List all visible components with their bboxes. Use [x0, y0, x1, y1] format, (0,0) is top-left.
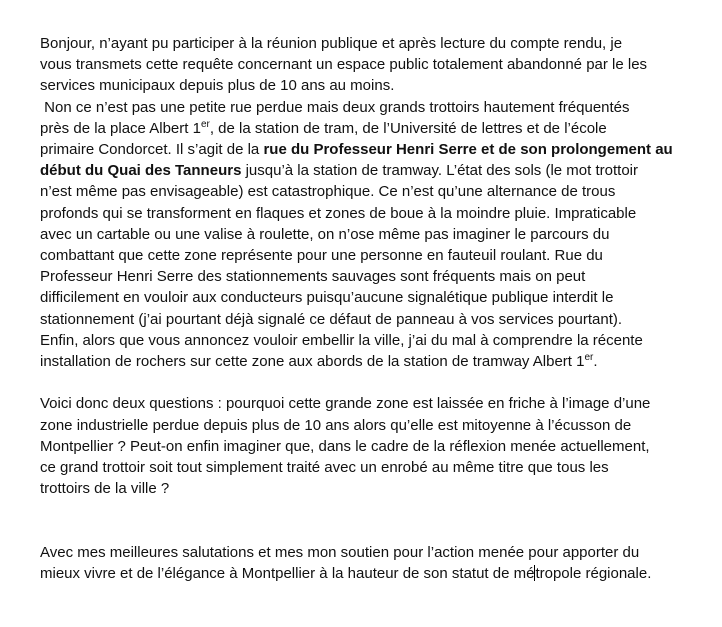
text-line: avec un cartable ou une valise à roulette, on n’ose même pas imaginer le parcours du: [40, 225, 610, 243]
text-run: , de la station de tram, de l’Université de lettres et de l’école: [209, 119, 607, 137]
text-line: trottoirs de la ville ?: [40, 480, 170, 498]
text-line: profonds qui se transforment en flaques et zones de boue à la moindre pluie. Impraticable: [40, 204, 637, 222]
text-run: primaire Condorcet. Il s’agit de la: [40, 141, 264, 159]
superscript: er: [200, 118, 210, 130]
text-line: Non ce n’est pas une petite rue perdue mais deux grands trottoirs hautement fréquentés: [40, 98, 630, 116]
superscript: er: [584, 352, 594, 364]
paragraph-closing: [40, 542, 700, 584]
bold-street-name: rue du Professeur Henri Serre et de son prolongement au: [263, 141, 673, 159]
text-line: Professeur Henri Serre des stationnements sauvages sont fréquents mais on peut: [40, 268, 586, 286]
paragraph-questions: [40, 393, 700, 499]
text-line: [40, 563, 700, 584]
text-run: installation de rochers sur cette zone aux abords de la station de tramway Albert 1: [40, 353, 585, 371]
text-line: [40, 118, 700, 139]
text-run: .: [593, 353, 598, 371]
text-line: Bonjour, n’ayant pu participer à la réunion publique et après lecture du compte rendu, je: [40, 35, 623, 52]
bold-street-name: début du Quai des Tanneurs: [40, 162, 242, 180]
text-line: services municipaux depuis plus de 10 ans au moins.: [40, 77, 395, 95]
text-line: Avec mes meilleures salutations et mes mon soutien pour l’action menée pour apporter du: [40, 543, 640, 561]
text-line: Voici donc deux questions : pourquoi cette grande zone est laissée en friche à l’image d’une: [40, 395, 651, 413]
text-line: Enfin, alors que vous annoncez vouloir embellir la ville, j’ai du mal à comprendre la récente: [40, 331, 643, 349]
paragraph-intro: [40, 33, 700, 97]
paragraph-description: [40, 97, 700, 373]
blank-line: [40, 372, 700, 393]
text-run: près de la place Albert 1: [40, 119, 201, 137]
text-run: jusqu’à la station de tramway. L’état des sols (le mot trottoir: [241, 162, 638, 180]
text-line: stationnement (j’ai pourtant déjà signalé ce défaut de panneau à vos services pourtant).: [40, 310, 623, 328]
blank-lines: [40, 499, 700, 541]
text-run: mieux vivre et de l’élégance à Montpellier à la hauteur de son statut de mé: [40, 565, 535, 583]
text-run: tropole régionale.: [535, 565, 652, 583]
document-body[interactable]: [40, 33, 700, 584]
text-line: n’est même pas envisageable) est catastrophique. Ce n’est qu’une alternance de trous: [40, 183, 616, 201]
text-line: Montpellier ? Peut-on enfin imaginer que, dans le cadre de la réflexion menée actuellement,: [40, 437, 650, 455]
text-line: combattant que cette zone représente pour une personne en fauteuil roulant. Rue du: [40, 247, 603, 265]
text-line: difficilement en vouloir aux conducteurs puisqu’aucune signalétique publique interdit le: [40, 289, 614, 307]
text-line: vous transmets cette requête concernant un espace public totalement abandonné par le les: [40, 56, 648, 74]
text-line: [40, 160, 700, 181]
text-line: [40, 351, 700, 372]
text-line: zone industrielle perdue depuis plus de 10 ans alors qu’elle est mitoyenne à l’écusson de: [40, 416, 632, 434]
text-line: ce grand trottoir soit tout simplement traité avec un enrobé au même titre que tous les: [40, 459, 609, 477]
text-line: [40, 139, 700, 160]
